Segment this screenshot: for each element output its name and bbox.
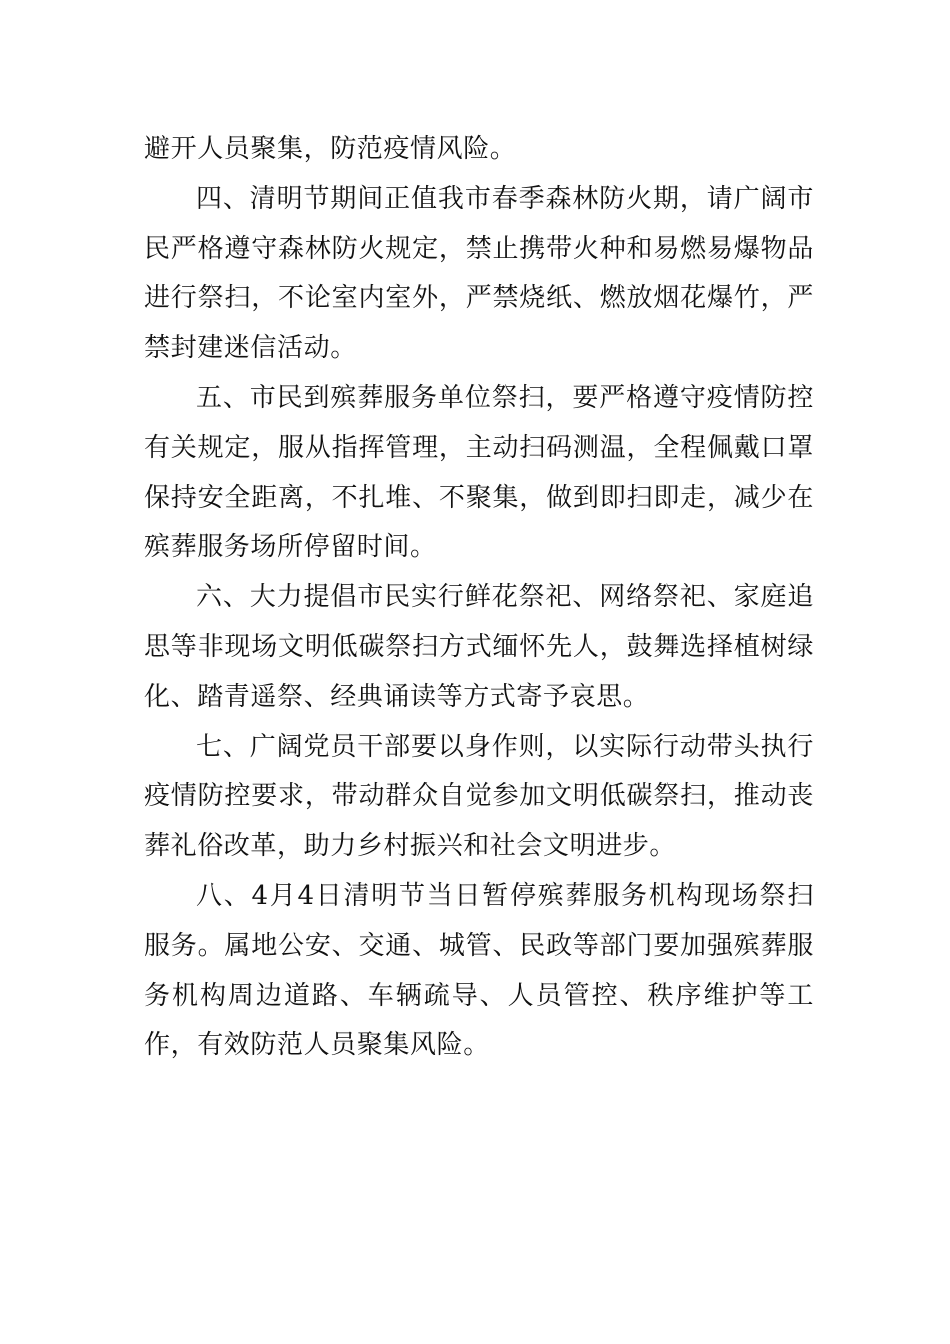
- paragraph-item-7: 七、广阔党员干部要以身作则，以实际行动带头执行疫情防控要求，带动群众自觉参加文明低碳祭扫，推动丧葬礼俗改革，助力乡村振兴和社会文明进步。: [144, 731, 814, 862]
- document-body: [144, 125, 814, 1071]
- paragraph-continuation: 避开人员聚集，防范疫情风险。: [144, 134, 517, 164]
- paragraph-item-8: 八、4月4日清明节当日暂停殡葬服务机构现场祭扫服务。属地公安、交通、城管、民政等部门要加强殡葬服务机构周边道路、车辆疏导、人员管控、秩序维护等工作，有效防范人员聚集风险。: [144, 880, 814, 1061]
- paragraph-item-4: 四、清明节期间正值我市春季森林防火期，请广阔市民严格遵守森林防火规定，禁止携带火种和易燃易爆物品进行祭扫，不论室内室外，严禁烧纸、燃放烟花爆竹，严禁封建迷信活动。: [144, 183, 814, 364]
- paragraph-item-6: 六、大力提倡市民实行鲜花祭祀、网络祭祀、家庭追思等非现场文明低碳祭扫方式缅怀先人，鼓舞选择植树绿化、踏青遥祭、经典诵读等方式寄予哀思。: [144, 582, 814, 712]
- paragraph-item-5: 五、市民到殡葬服务单位祭扫，要严格遵守疫情防控有关规定，服从指挥管理，主动扫码测温，全程佩戴口罩保持安全距离，不扎堆、不聚集，做到即扫即走，减少在殡葬服务场所停留时间。: [144, 382, 814, 563]
